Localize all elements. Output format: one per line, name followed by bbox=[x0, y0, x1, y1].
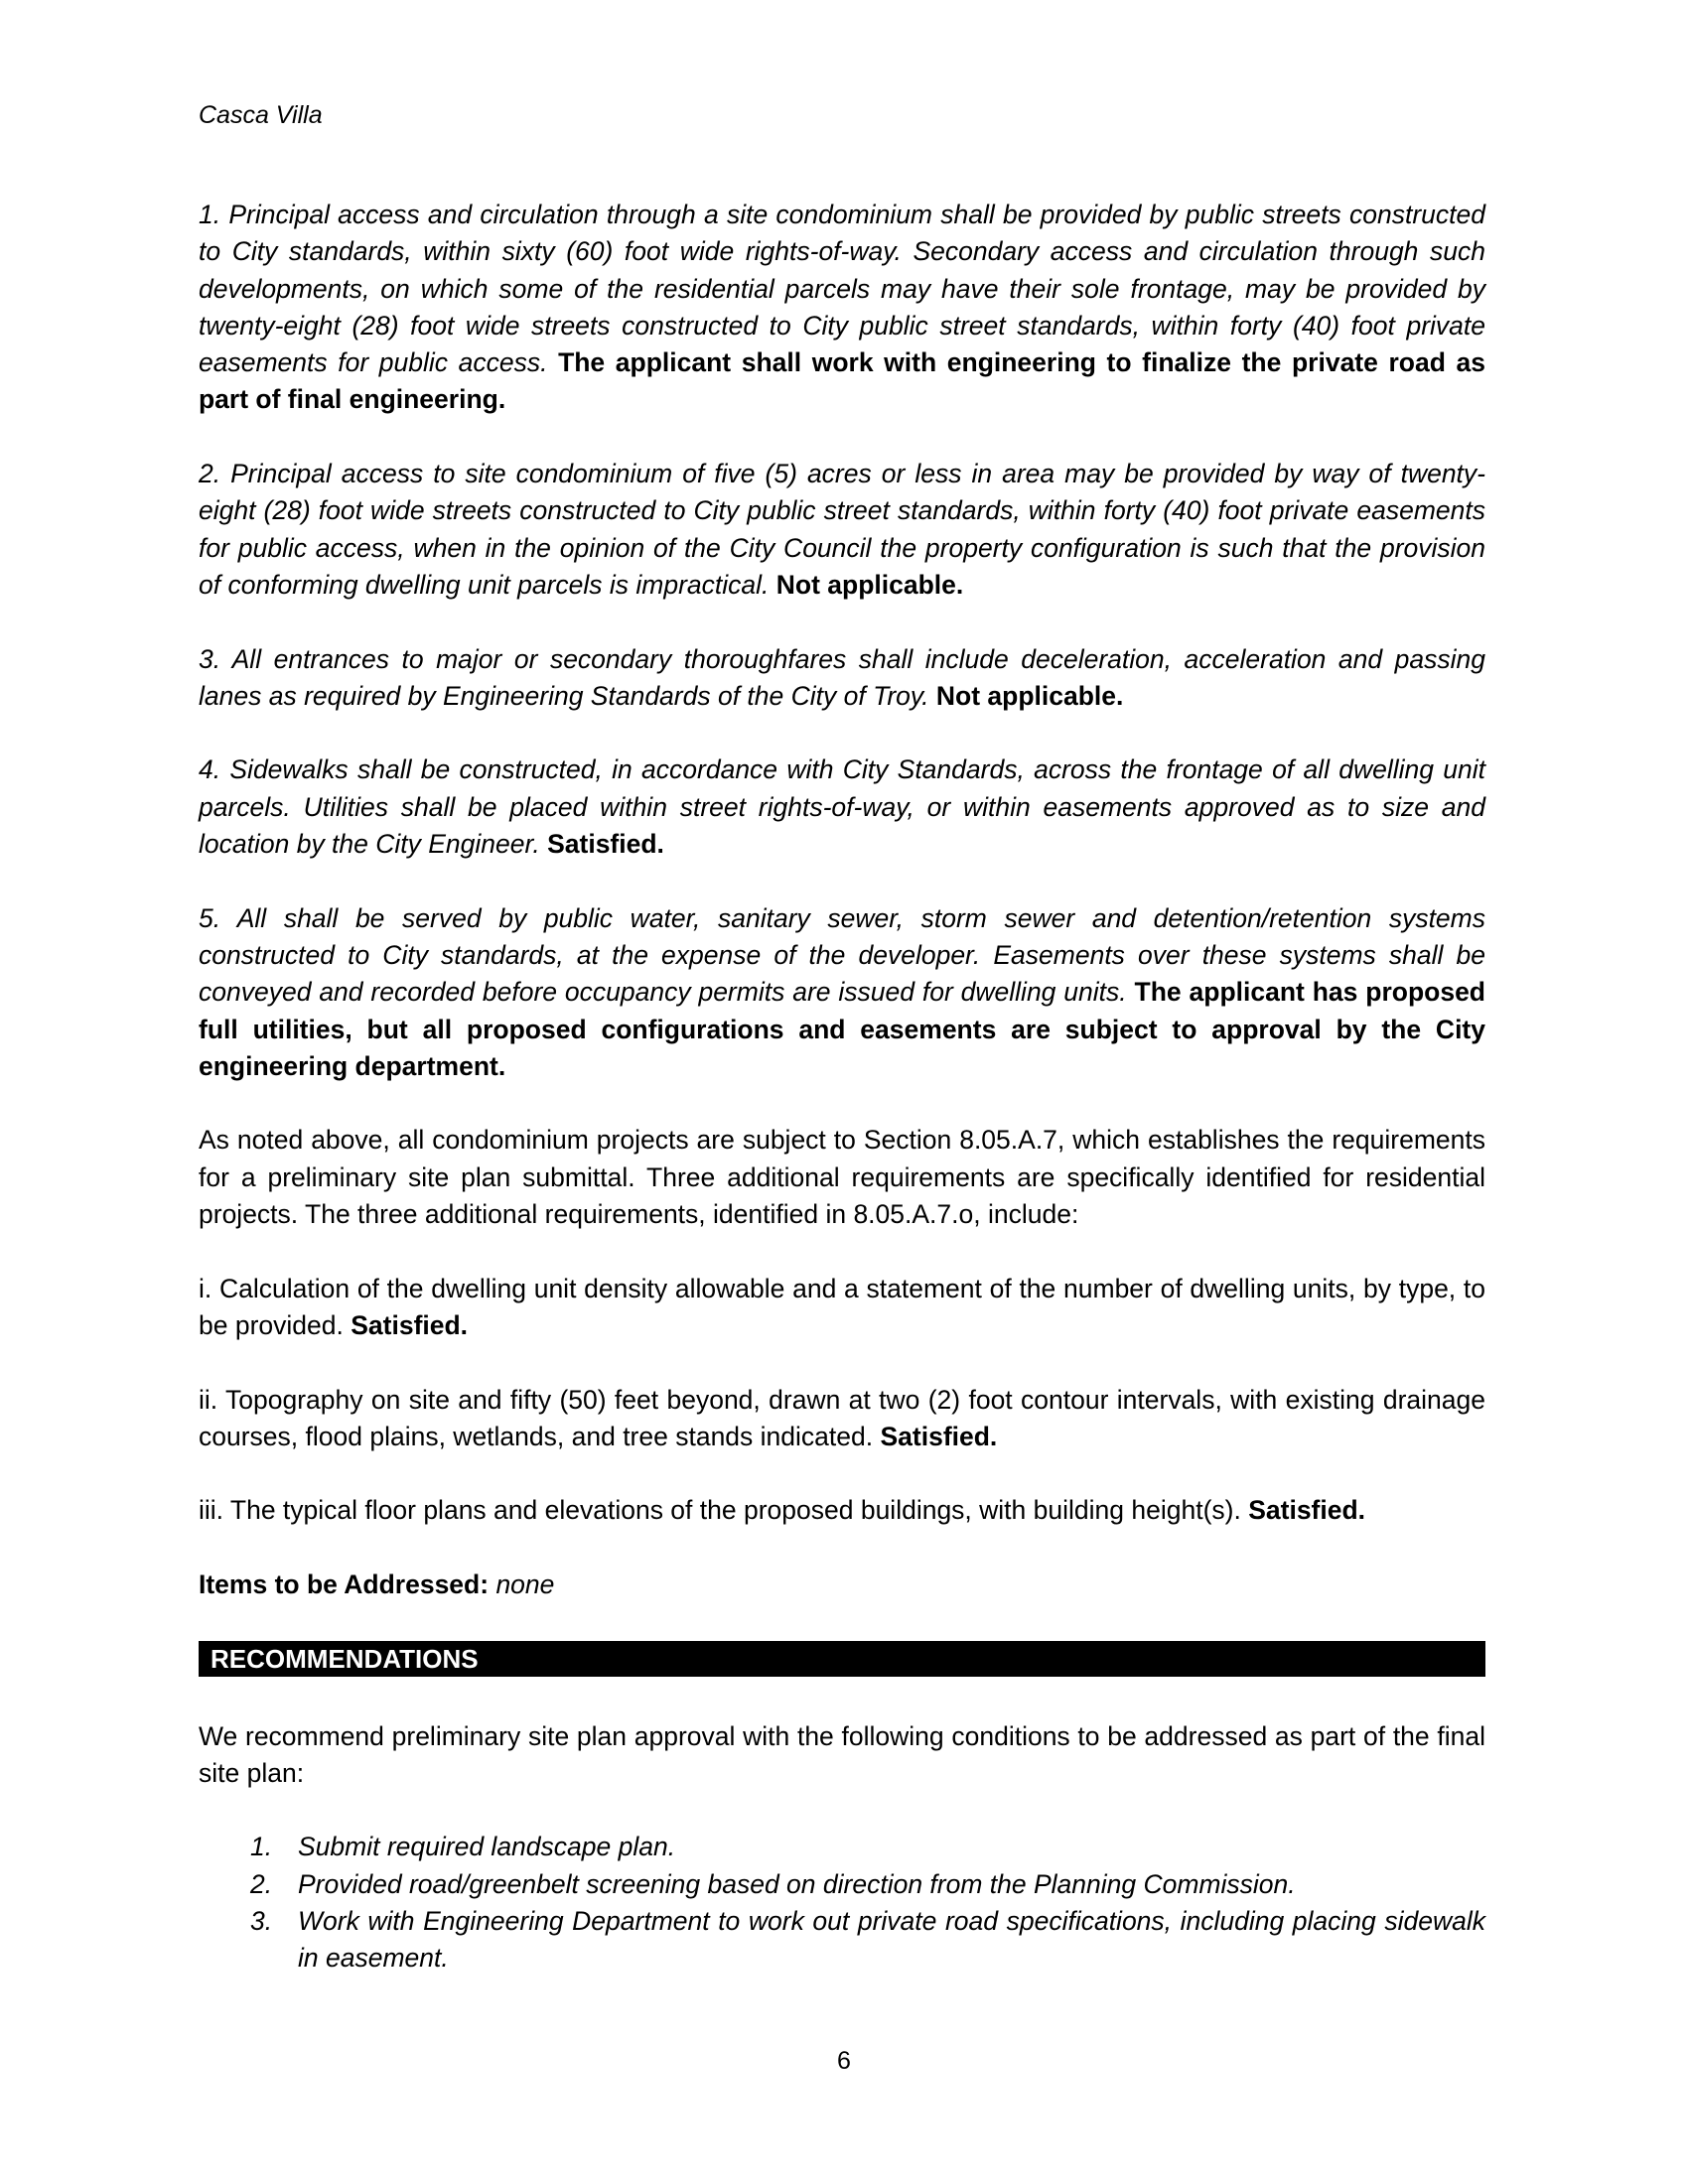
condition-number: 2. bbox=[250, 1868, 273, 1899]
requirement-finding: Satisfied. bbox=[351, 1309, 469, 1340]
standard-text: 5. All shall be served by public water, sanitary sewer, storm sewer and detention/retention systems constructed to City standards, at the expense of the developer. Easements over these systems shall be conveyed and recorded before occupancy permits are issued for dwelling units. bbox=[199, 902, 1485, 1008]
condition-number: 3. bbox=[250, 1906, 273, 1937]
requirement-2 bbox=[199, 1382, 1485, 1456]
recommendations-intro: We recommend preliminary site plan approval with the following conditions to be addressed as part of the final site plan: bbox=[199, 1720, 1485, 1788]
items-to-address bbox=[199, 1567, 1485, 1603]
standard-text: 1. Principal access and circulation through a site condominium shall be provided by public streets constructed to City standards, within sixty (60) foot wide rights-of-way. Secondary access and circulation through such developments, on which some of the residential parcels may have their sole frontage, may be provided by twenty-eight (28) foot wide streets constructed to City public street standards, within forty (40) foot private easements for public access. bbox=[199, 200, 1485, 378]
standard-finding: Not applicable. bbox=[775, 569, 964, 600]
requirement-text: i. Calculation of the dwelling unit density allowable and a statement of the number of dwelling units, by type, to be provided. bbox=[199, 1273, 1485, 1340]
standard-finding: The applicant has proposed full utilities, but all proposed configurations and easements are subject to approval by the City engineering department. bbox=[199, 977, 1485, 1081]
standard-text: 3. All entrances to major or secondary thoroughfares shall include deceleration, acceleration and passing lanes as required by Engineering Standards of the City of Troy. bbox=[199, 643, 1485, 711]
standard-1 bbox=[199, 197, 1485, 419]
standard-text: 2. Principal access to site condominium of five (5) acres or less in area may be provided by way of twenty-eight (28) foot wide streets constructed to City public street standards, within forty (40) foot private easements for public access, when in the opinion of the City Council the property configuration is such that the provision of conforming dwelling unit parcels is impractical. bbox=[199, 459, 1485, 600]
requirement-finding: Satisfied. bbox=[1248, 1495, 1366, 1526]
intro-paragraph: As noted above, all condominium projects are subject to Section 8.05.A.7, which establishes the requirements for a preliminary site plan submittal. Three additional requirements are specifically identified for residential projects. The three additional requirements, identified in 8.05.A.7.o, include: bbox=[199, 1125, 1485, 1230]
condition-text: Submit required landscape plan. bbox=[298, 1832, 676, 1862]
condition-text: Work with Engineering Department to work out private road specifications, including placing sidewalk in easement. bbox=[298, 1906, 1485, 1974]
items-to-address-label: Items to be Addressed: bbox=[199, 1569, 490, 1599]
standard-4 bbox=[199, 751, 1485, 863]
standard-2 bbox=[199, 456, 1485, 604]
page-header: Casca Villa bbox=[199, 101, 323, 129]
condition-item bbox=[199, 1829, 1485, 1865]
requirement-text: ii. Topography on site and fifty (50) feet beyond, drawn at two (2) foot contour intervals, with existing drainage courses, flood plains, wetlands, and tree stands indicated. bbox=[199, 1384, 1485, 1451]
standard-3 bbox=[199, 641, 1485, 716]
condition-item bbox=[199, 1866, 1485, 1903]
requirement-text: iii. The typical floor plans and elevations of the proposed buildings, with building height(s). bbox=[199, 1495, 1241, 1526]
standard-finding: Satisfied. bbox=[547, 829, 664, 860]
condition-item bbox=[199, 1903, 1485, 1978]
standard-finding: The applicant shall work with engineering to finalize the private road as part of final engineering. bbox=[199, 347, 1485, 415]
requirement-1 bbox=[199, 1271, 1485, 1345]
standard-text: 4. Sidewalks shall be constructed, in accordance with City Standards, across the frontage of all dwelling unit parcels. Utilities shall be placed within street rights-of-way, or within easements approved as to size and location by the City Engineer. bbox=[199, 754, 1485, 860]
page-content bbox=[199, 197, 1485, 1978]
requirement-3 bbox=[199, 1492, 1485, 1529]
requirement-finding: Satisfied. bbox=[880, 1421, 998, 1451]
recommendations-heading: RECOMMENDATIONS bbox=[199, 1641, 1485, 1677]
page-number: 6 bbox=[837, 2047, 851, 2075]
condition-number: 1. bbox=[250, 1832, 273, 1862]
items-to-address-value: none bbox=[495, 1569, 555, 1599]
conditions-list bbox=[199, 1829, 1485, 1977]
standard-5 bbox=[199, 900, 1485, 1085]
condition-text: Provided road/greenbelt screening based on direction from the Planning Commission. bbox=[298, 1868, 1296, 1899]
standard-finding: Not applicable. bbox=[935, 680, 1124, 711]
